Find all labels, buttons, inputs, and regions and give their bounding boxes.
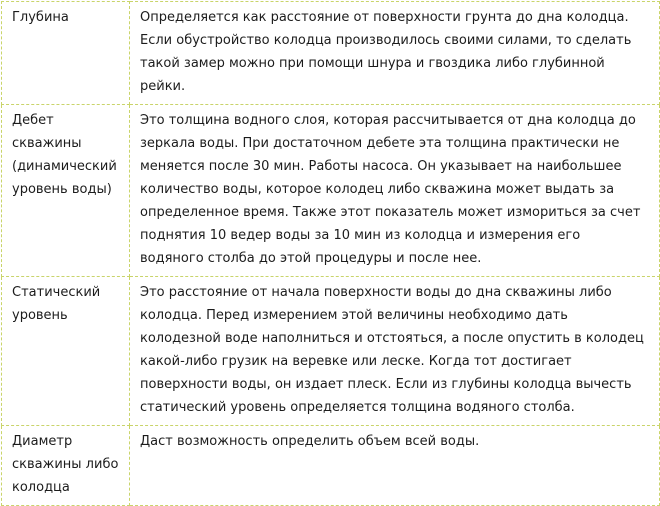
table-row (2, 277, 660, 426)
term-cell: Диаметр скважины либо колодца (2, 426, 130, 506)
term-cell: Глубина (2, 2, 130, 105)
term-cell: Статический уровень (2, 277, 130, 426)
description-cell: Это расстояние от начала поверхности воды до дна скважины либо колодца. Перед измерением этой величины необходимо дать колодезной воде наполниться и отстояться, а после опустить в колодец какой-либо грузик на веревке или леске. Когда тот достигает поверхности воды, он издает плеск. Если из глубины колодца вычесть статический уровень определяется толщина водяного столба. (130, 277, 660, 426)
table-row (2, 105, 660, 277)
description-cell: Это толщина водного слоя, которая рассчитывается от дна колодца до зеркала воды. При достаточном дебете эта толщина практически не меняется после 30 мин. Работы насоса. Он указывает на наибольшее количество воды, которое колодец либо скважина может выдать за определенное время. Также этот показатель может измориться за счет поднятия 10 ведер воды за 10 мин из колодца и измерения его водяного столба до этой процедуры и после нее. (130, 105, 660, 277)
well-parameters-table (1, 1, 660, 506)
description-cell: Определяется как расстояние от поверхности грунта до дна колодца. Если обустройство колодца производилось своими силами, то сделать такой замер можно при помощи шнура и гвоздика либо глубинной рейки. (130, 2, 660, 105)
term-cell: Дебет скважины (динамический уровень воды) (2, 105, 130, 277)
table-row (2, 2, 660, 105)
description-cell: Даст возможность определить объем всей воды. (130, 426, 660, 506)
table-row (2, 426, 660, 506)
